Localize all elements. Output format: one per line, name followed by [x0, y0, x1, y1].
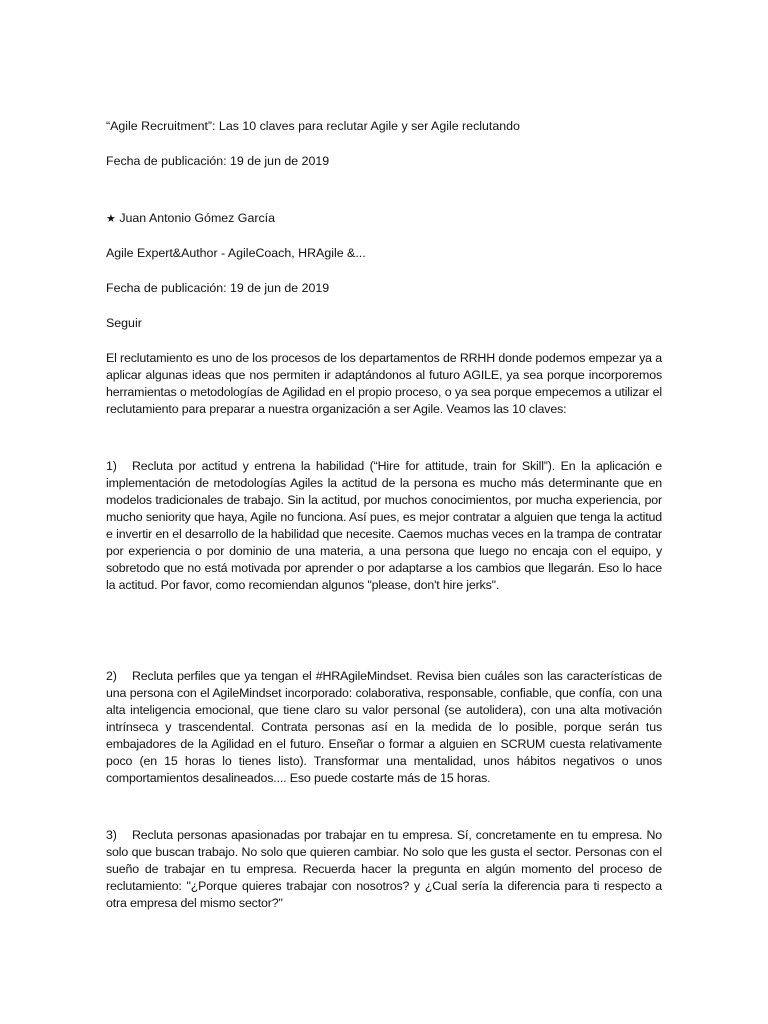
item-number: 3)	[106, 828, 117, 842]
document-body	[106, 118, 662, 912]
article-title: “Agile Recruitment”: Las 10 claves para reclutar Agile y ser Agile reclutando	[106, 119, 520, 133]
list-item	[106, 668, 662, 787]
follow-link[interactable]: Seguir	[106, 316, 142, 330]
item-text: Recluta personas apasionadas por trabajar en tu empresa. Sí, concretamente en tu empresa. No solo que buscan trabajo. No solo que quieren cambiar. No solo que les gusta el sector. Personas con el sueño de trabajar en tu empresa. Recuerda hacer la pregunta en algún momento del proceso de reclutamiento: "¿Porque quieres trabajar con nosotros? y ¿Cual sería la diferencia para ti respecto a otra empresa del mismo sector?"	[106, 828, 662, 910]
intro-paragraph: El reclutamiento es uno de los procesos de los departamentos de RRHH donde podemos empezar ya a aplicar algunas ideas que nos permiten ir adaptándonos al futuro AGILE, ya sea porque incorporemos herramientas o metodologías de Agilidad en el propio proceso, o ya sea porque empecemos a utilizar el reclutamiento para preparar a nuestra organización a ser Agile. Veamos las 10 claves:	[106, 351, 662, 416]
publication-date-repeat: Fecha de publicación: 19 de jun de 2019	[106, 281, 330, 295]
author-line	[106, 210, 662, 227]
item-text: Recluta perfiles que ya tengan el #HRAgileMindset. Revisa bien cuáles son las características de una persona con el AgileMindset incorporado: colaborativa, responsable, confiable, que confía, con una alta inteligencia emocional, que tiene claro su valor personal (se autolidera), con una alta motivación intrínseca y trascendental. Contrata personas así en la medida de lo posible, porque serán tus embajadores de la Agilidad en el futuro. Enseñar o formar a alguien en SCRUM cuesta relativamente poco (en 15 horas lo tienes listo). Transformar una mentalidad, unos hábitos negativos o unos comportamientos desalineados.... Eso puede costarte más de 15 horas.	[106, 669, 662, 785]
publication-date: Fecha de publicación: 19 de jun de 2019	[106, 154, 330, 168]
list-item	[106, 458, 662, 594]
author-name: Juan Antonio Gómez García	[119, 211, 275, 225]
star-icon: ★	[106, 212, 116, 225]
item-number: 2)	[106, 669, 117, 683]
item-text: Recluta por actitud y entrena la habilidad (“Hire for attitude, train for Skill”). En la aplicación e implementación de metodologías Agiles la actitud de la persona es mucho más determinante que en modelos tradicionales de trabajo. Sin la actitud, por muchos conocimientos, por mucha experiencia, por mucho seniority que haya, Agile no funciona. Así pues, es mejor contratar a alguien que tenga la actitud e invertir en el desarrollo de la habilidad que necesite. Caemos muchas veces en la trampa de contratar por experiencia o por dominio de una materia, a una persona que luego no encaja con el equipo, y sobretodo que no está motivada por aprender o por adaptarse a los cambios que llegarán. Eso lo hace la actitud. Por favor, como recomiendan algunos "please, don't hire jerks".	[106, 459, 662, 592]
author-role: Agile Expert&Author - AgileCoach, HRAgile &...	[106, 246, 366, 260]
item-number: 1)	[106, 459, 117, 473]
list-item	[106, 827, 662, 912]
